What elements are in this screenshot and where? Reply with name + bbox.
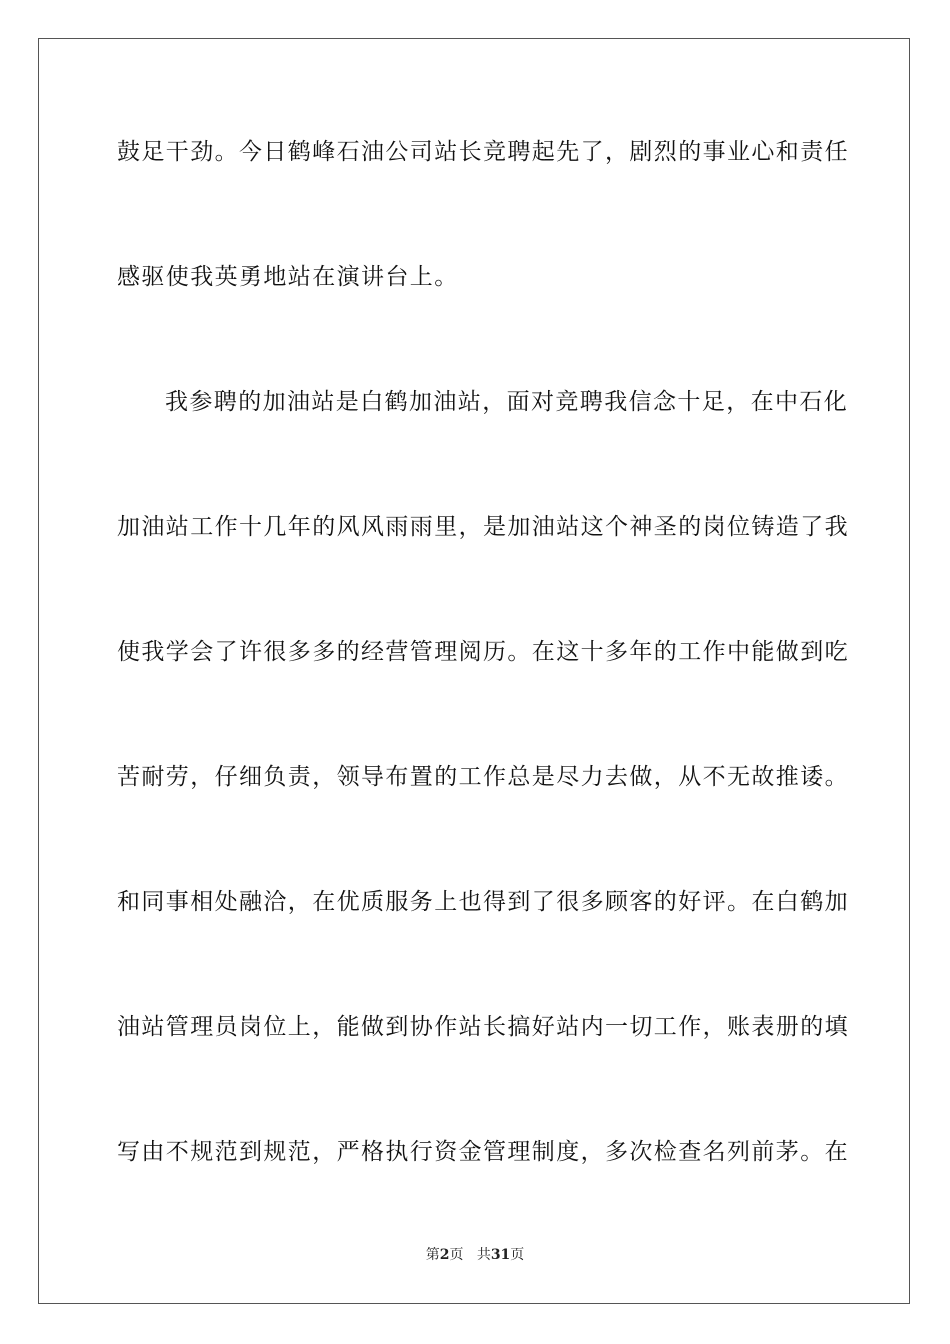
paragraph-line-1: 鼓足干劲。今日鹤峰石油公司站长竞聘起先了，剧烈的事业心和责任 <box>117 139 849 165</box>
total-suffix: 页 <box>510 1247 525 1263</box>
total-pages: 31 <box>490 1247 511 1263</box>
page-prefix: 第 <box>425 1247 440 1263</box>
paragraph-line-5: 使我学会了许很多多的经营管理阅历。在这十多年的工作中能做到吃 <box>117 639 849 665</box>
paragraph-line-4: 加油站工作十几年的风风雨雨里，是加油站这个神圣的岗位铸造了我 <box>117 514 849 540</box>
paragraph-line-3: 我参聘的加油站是白鹤加油站，面对竞聘我信念十足，在中石化 <box>165 389 849 415</box>
paragraph-line-2: 感驱使我英勇地站在演讲台上。 <box>117 264 459 290</box>
paragraph-line-7: 和同事相处融洽，在优质服务上也得到了很多顾客的好评。在白鹤加 <box>117 889 849 915</box>
page-border <box>38 38 910 1304</box>
total-prefix: 共 <box>476 1247 491 1263</box>
page-suffix: 页 <box>449 1247 464 1263</box>
page-footer <box>0 1245 950 1265</box>
footer-gap <box>463 1247 476 1263</box>
paragraph-line-6: 苦耐劳，仔细负责，领导布置的工作总是尽力去做，从不无故推诿。 <box>117 764 849 790</box>
page-number: 2 <box>439 1247 450 1263</box>
paragraph-line-8: 油站管理员岗位上，能做到协作站长搞好站内一切工作，账表册的填 <box>117 1014 849 1040</box>
paragraph-line-9: 写由不规范到规范，严格执行资金管理制度，多次检查名列前茅。在 <box>117 1139 849 1165</box>
